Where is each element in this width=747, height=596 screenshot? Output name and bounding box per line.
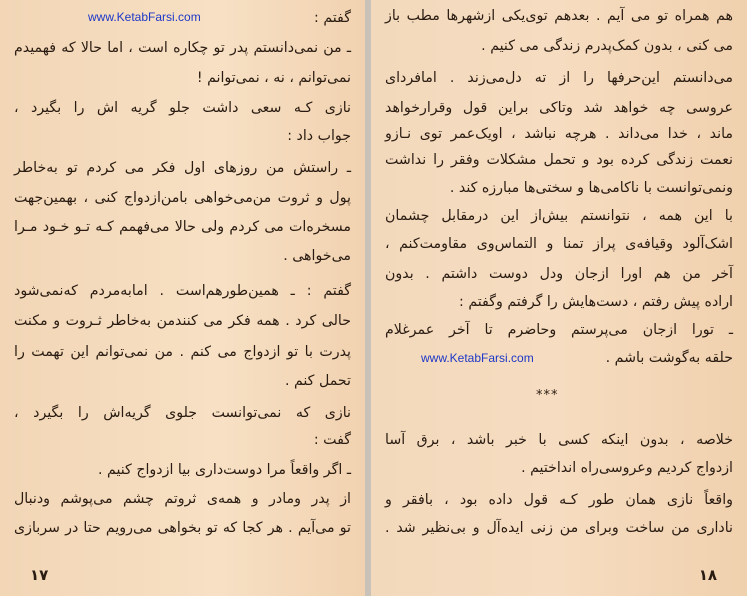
watermark-link[interactable]: www.KetabFarsi.com	[421, 351, 534, 365]
page-number: ۱۸	[698, 566, 717, 584]
text-line: خلاصه ، بدون اینکه کسی با خبر باشد ، برق آسا	[385, 432, 733, 448]
text-line: ـ تورا ازجان می‌پرستم وحاضرم تا آخر عمرغلام	[385, 322, 733, 338]
text-line: حالی کرد . همه فکر می کنندمن به‌خاطر ثـروت و مکنت	[14, 313, 351, 329]
text-line: با این همه ، نتوانستم بیش‌از این درمقابل چشمان	[385, 208, 733, 224]
text-line: اشک‌آلود وقیافه‌ی پراز تمنا و التماس‌وی مقاومت‌کنم ،	[385, 236, 733, 252]
text-line: می کنی ، بدون کمک‌پدرم زندگی می کنیم .	[481, 38, 733, 54]
text-line: عروسی چه خواهد شد وتاکی براین قول وقرارخواهد	[385, 100, 733, 116]
text-line: گفت :	[313, 432, 351, 448]
text-line: واقعاً نازی همان طور کـه قول داده بود ، بافقر و	[385, 492, 733, 508]
text-line: هم همراه تو می آیم . بعدهم توی‌یکی ازشهرها مطب باز	[385, 8, 733, 24]
text-line: ونمی‌توانست با ناکامی‌ها و سختی‌ها مبارزه کند .	[449, 180, 733, 196]
text-line: اراده پیش رفتم ، دست‌هایش را گرفتم وگفتم :	[459, 294, 733, 310]
text-line: نازی که نمی‌توانست جلوی گریه‌اش را بگیرد ،	[14, 405, 351, 421]
text-line: می‌خواهی .	[283, 248, 351, 264]
text-line: نمی‌توانم ، نه ، نمی‌توانم !	[196, 70, 351, 86]
page-number: ۱۷	[30, 566, 49, 584]
text-line: تحمل کنم .	[284, 373, 351, 389]
left-page	[0, 0, 365, 596]
text-line: نازی کـه سعی داشت جلو گریه اش را بگیرد ،	[14, 100, 351, 116]
text-line: گفتم :	[314, 10, 351, 26]
text-line: می‌دانستم این‌حرفها را از ته دل‌می‌زند . امافردای	[385, 70, 733, 86]
text-line: ـ من نمی‌دانستم پدر تو چکاره است ، اما حالا که فهمیدم	[14, 40, 351, 56]
text-line: گفتم : ـ همین‌طورهم‌است . امابه‌مردم که‌نمی‌شود	[14, 283, 351, 299]
text-line: ـ راستش من روزهای اول فکر می کردم تو به‌خاطر	[14, 160, 351, 176]
text-line: ماند ، خدا می‌داند . هرچه نباشد ، اویک‌عمر توی نـازو	[385, 126, 733, 142]
text-line: ـ اگر واقعاً مرا دوست‌داری بیا ازدواج کنیم .	[98, 462, 351, 478]
text-line: ازدواج کردیم وعروسی‌راه انداختیم .	[521, 460, 733, 476]
text-line: از پدر ومادر و همه‌ی ثروتم چشم می‌پوشم ودنبال	[14, 491, 351, 507]
text-line: پدرت با تو ازدواج می کنم . من نمی‌توانم این تهمت را	[14, 344, 351, 360]
text-line: تو می‌آیم . هر کجا که تو بخواهی می‌رویم حتا در سربازی	[14, 520, 351, 536]
text-line: نعمت زندگی کرده بود و تحمل مشکلات وفقر را نداشت	[385, 152, 733, 168]
text-line: حلقه به‌گوشت باشم .	[605, 350, 733, 366]
right-page	[371, 0, 747, 596]
text-line: جواب داد :	[287, 128, 351, 144]
text-line: آخر من هم اورا ازجان ودل دوست داشتم . بدون	[385, 266, 733, 282]
text-line: ناداری من ساخت وبرای من زنی ایده‌آل و بی‌نظیر شد .	[385, 520, 733, 536]
text-line: مسخره‌ات می کردم ولی حالا می‌فهمم کـه تـو خـود مـرا	[14, 219, 351, 235]
watermark-link[interactable]: www.KetabFarsi.com	[88, 10, 201, 24]
section-separator: ***	[536, 388, 559, 403]
text-line: پول و ثروت من‌می‌خواهی بامن‌ازدواج کنی ، بهمین‌جهت	[14, 190, 351, 206]
